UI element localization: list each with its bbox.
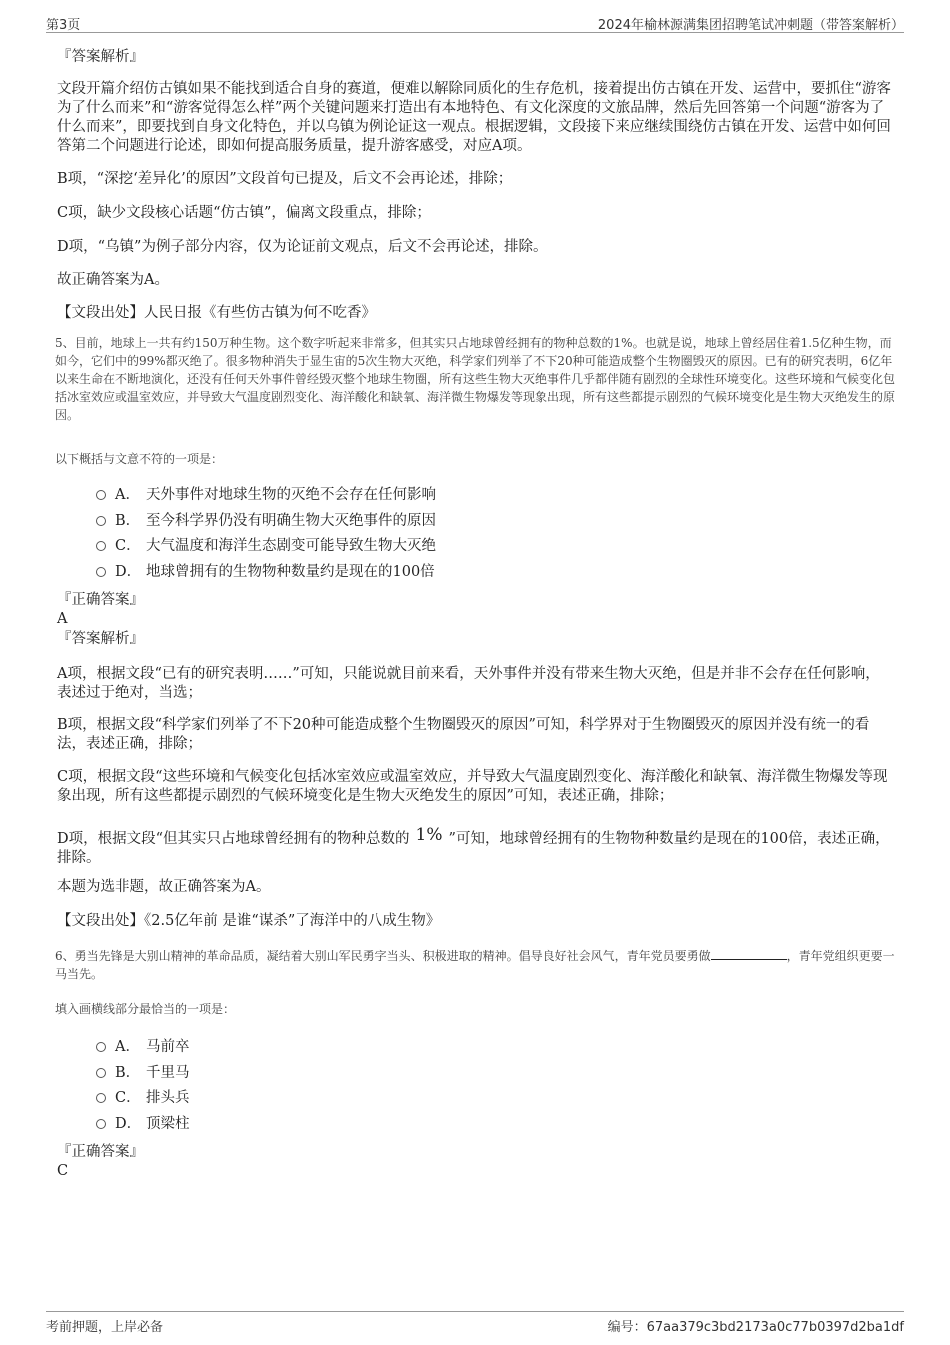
option-letter: B． [115, 1065, 141, 1081]
q5-option-a[interactable] [96, 486, 436, 504]
q5-option-d[interactable] [96, 563, 435, 581]
q6-question: 填入画横线部分最恰当的一项是： [55, 1002, 236, 1016]
option-letter: C． [115, 538, 141, 554]
fill-in-blank [711, 949, 787, 960]
page-number: 第3页 [46, 18, 81, 33]
q5-option-b[interactable] [96, 512, 436, 530]
q4-analysis-d: D项，“乌镇”为例子部分内容，仅为论证前文观点，后文不会再论述，排除。 [57, 239, 548, 255]
page-footer [46, 1311, 904, 1336]
radio-icon[interactable] [96, 567, 106, 577]
page-header [46, 12, 904, 33]
option-letter: D． [115, 564, 142, 580]
option-text: 天外事件对地球生物的灭绝不会存在任何影响 [146, 487, 436, 503]
radio-icon[interactable] [96, 516, 106, 526]
q6-option-b[interactable] [96, 1064, 190, 1082]
option-text: 顶梁柱 [146, 1116, 190, 1132]
radio-icon[interactable] [96, 490, 106, 500]
option-text: 排头兵 [146, 1090, 190, 1106]
footer-slogan: 考前押题，上岸必备 [46, 1320, 164, 1335]
q5-passage: 5、目前，地球上一共有约150万种生物。这个数字听起来非常多，但其实只占地球曾经拥有的物种总数的1%。也就是说，地球上曾经居住着1.5亿种生物，而如今，它们中的99%都灭绝了。很多物种消失于显生宙的5次生物大灭绝，科学家们列举了不下20种可能造成整个生物圈毁灭的原因。已有的研究表明，6亿年以来生命在不断地演化，还没有任何天外事件曾经毁灭整个地球生物圈，所有这些生物大灭绝事件几乎都伴随有剧烈的全球性环境变化。这些环境和气候变化包括冰室效应或温室效应，并导致大气温度剧烈变化、海洋酸化和缺氧、海洋微生物爆发等现象出现，所有这些都提示剧烈的气候环境变化是生物大灭绝发生的原因。 [55, 336, 896, 422]
q5-analysis-d-before: D项，根据文段“但其实只占地球曾经拥有的物种总数的 [57, 831, 410, 847]
radio-icon[interactable] [96, 1119, 106, 1129]
formula-one-percent: 1% [415, 825, 443, 845]
q4-analysis-c: C项，缺少文段核心话题“仿古镇”，偏离文段重点，排除； [57, 205, 431, 221]
q5-analysis-d-after: ”可知，地球曾经拥有的生物物种数量约是现在的100倍，表述正确，排除。 [57, 831, 890, 866]
q4-analysis-label: 『答案解析』 [57, 49, 144, 65]
q5-analysis-c: C项，根据文段“这些环境和气候变化包括冰室效应或温室效应，并导致大气温度剧烈变化、海洋酸化和缺氧、海洋微生物爆发等现象出现，所有这些都提示剧烈的气候环境变化是生物大灭绝发生的原因”可知，表述正确，排除； [57, 769, 888, 804]
option-text: 地球曾拥有的生物物种数量约是现在的100倍 [146, 564, 435, 580]
q6-answer-label: 『正确答案』 [57, 1144, 144, 1160]
q6-answer: C [57, 1163, 69, 1179]
option-letter: C． [115, 1090, 141, 1106]
option-letter: A． [115, 487, 140, 503]
document-code: 编号：67aa379c3bd2173a0c77b0397d2ba1df [607, 1320, 904, 1335]
q4-source: 【文段出处】人民日报《有些仿古镇为何不吃香》 [57, 305, 376, 321]
radio-icon[interactable] [96, 541, 106, 551]
q5-option-c[interactable] [96, 537, 436, 555]
q6-passage [55, 947, 895, 983]
radio-icon[interactable] [96, 1042, 106, 1052]
q5-analysis-label: 『答案解析』 [57, 631, 144, 647]
option-letter: A． [115, 1039, 140, 1055]
q6-option-a[interactable] [96, 1038, 190, 1056]
q4-analysis-text: 文段开篇介绍仿古镇如果不能找到适合自身的赛道，便难以解除同质化的生存危机，接着提出仿古镇在开发、运营中，要抓住“游客为了什么而来”和“游客觉得怎么样”两个关键问题来打造出有本地特色、有文化深度的文旅品牌，然后先回答第一个问题“游客为了什么而来”，即要找到自身文化特色，并以乌镇为例论证这一观点。根据逻辑，文段接下来应继续围绕仿古镇在开发、运营中如何回答第二个问题进行论述，即如何提高服务质量，提升游客感受，对应A项。 [57, 81, 891, 154]
q4-conclusion: 故正确答案为A。 [57, 272, 169, 288]
q5-analysis-b: B项，根据文段“科学家们列举了不下20种可能造成整个生物圈毁灭的原因”可知，科学界对于生物圈毁灭的原因并没有统一的看法，表述正确，排除； [57, 717, 870, 752]
q6-option-d[interactable] [96, 1115, 190, 1133]
option-letter: B． [115, 513, 141, 529]
q5-analysis-a: A项，根据文段“已有的研究表明……”可知，只能说就目前来看，天外事件并没有带来生物大灭绝，但是并非不会存在任何影响，表述过于绝对，当选； [57, 666, 880, 701]
radio-icon[interactable] [96, 1093, 106, 1103]
radio-icon[interactable] [96, 1068, 106, 1078]
q5-answer-label: 『正确答案』 [57, 592, 144, 608]
q4-analysis-b: B项，“深挖‘差异化’的原因”文段首句已提及，后文不会再论述，排除； [57, 171, 513, 187]
q5-conclusion: 本题为选非题，故正确答案为A。 [57, 879, 271, 895]
q5-analysis-d [57, 826, 893, 868]
q6-passage-after: ，青年党组织更要一马当先。 [55, 949, 895, 981]
option-text: 大气温度和海洋生态剧变可能导致生物大灭绝 [146, 538, 436, 554]
q6-option-c[interactable] [96, 1089, 190, 1107]
option-letter: D． [115, 1116, 142, 1132]
option-text: 至今科学界仍没有明确生物大灭绝事件的原因 [146, 513, 436, 529]
q6-passage-before: 6、勇当先锋是大别山精神的革命品质，凝结着大别山军民勇字当头、积极进取的精神。倡导良好社会风气，青年党员要勇做 [55, 949, 711, 963]
option-text: 千里马 [146, 1065, 190, 1081]
q5-source: 【文段出处】《2.5亿年前 是谁“谋杀”了海洋中的八成生物》 [57, 913, 441, 929]
q5-question: 以下概括与文意不符的一项是： [55, 452, 224, 466]
option-text: 马前卒 [146, 1039, 190, 1055]
document-title: 2024年榆林源满集团招聘笔试冲刺题（带答案解析） [597, 18, 904, 33]
q5-answer: A [57, 611, 68, 627]
